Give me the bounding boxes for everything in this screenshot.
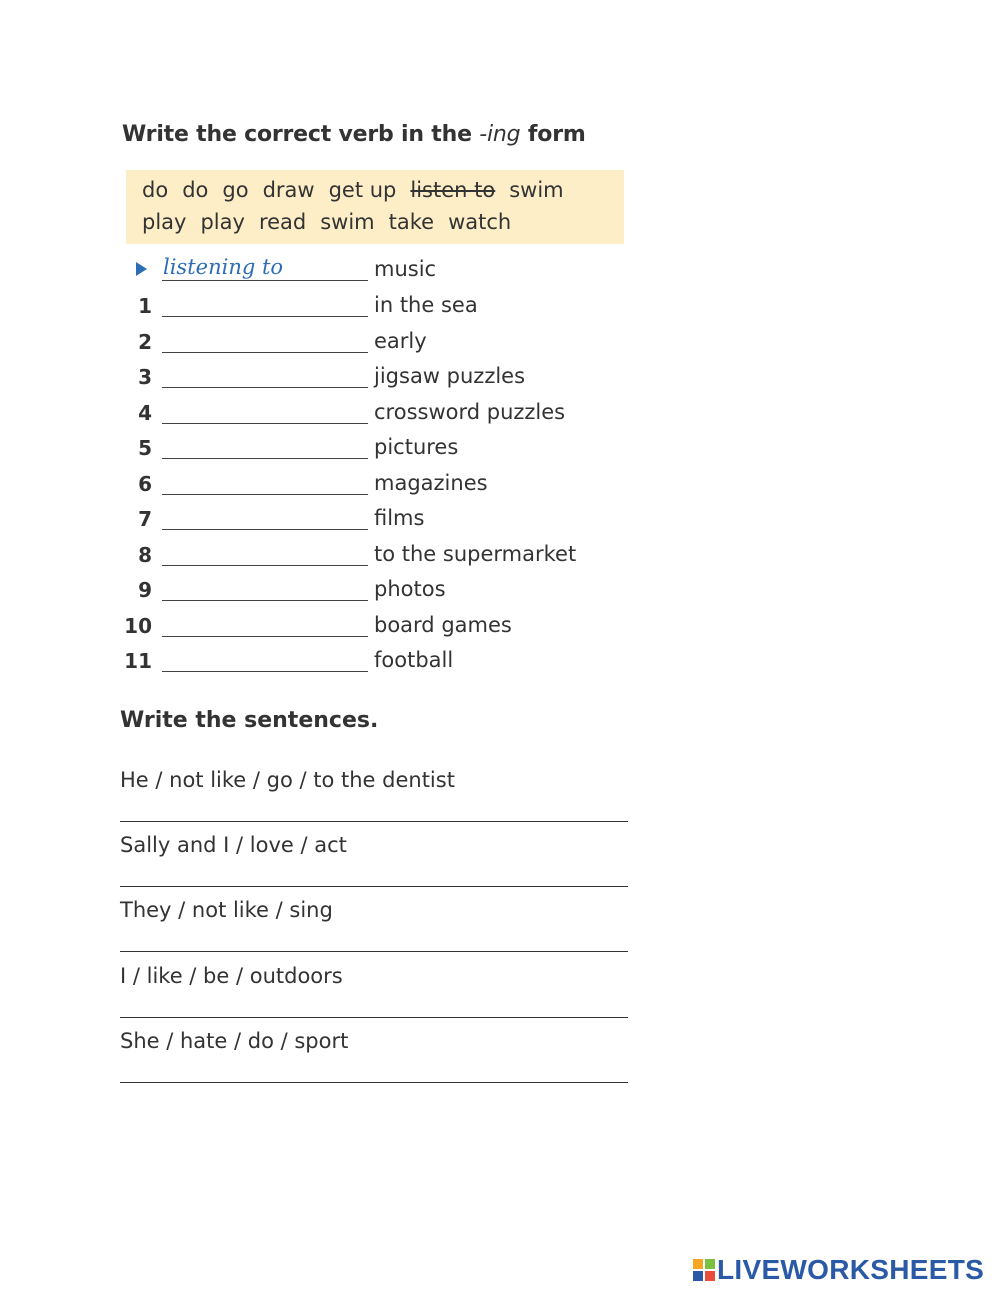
word-bank-word: do [142, 178, 169, 202]
answer-blank[interactable] [162, 316, 368, 317]
item-number: 10 [124, 613, 152, 638]
item-phrase: early [374, 328, 427, 353]
word-bank-word: play [200, 210, 245, 234]
item-phrase: pictures [374, 435, 459, 459]
item-number: 4 [138, 400, 152, 425]
sentence-answer-line[interactable] [120, 821, 628, 822]
item-phrase: football [374, 648, 454, 672]
sentence-answer-line[interactable] [120, 1017, 628, 1018]
item-number: 2 [138, 329, 152, 354]
item-number: 7 [138, 507, 152, 531]
answer-blank[interactable] [162, 494, 368, 495]
answer-blank[interactable] [162, 458, 368, 459]
word-bank-word: listen to [410, 178, 496, 202]
sentence-answer-line[interactable] [120, 886, 628, 887]
answer-blank[interactable] [162, 352, 368, 353]
word-bank [126, 170, 624, 244]
exercise2-heading: Write the sentences. [120, 708, 379, 733]
brand-text: LIVEWORKSHEETS [717, 1254, 985, 1285]
sentence-prompt: Sally and I / love / act [120, 833, 347, 858]
item-phrase: jigsaw puzzles [374, 364, 526, 388]
exercise1-heading [122, 122, 586, 147]
item-phrase: magazines [374, 470, 488, 495]
answer-blank[interactable] [162, 423, 368, 424]
item-phrase: photos [374, 577, 446, 601]
example-answer-line [162, 280, 368, 281]
item-phrase: in the sea [374, 293, 478, 317]
word-bank-word: swim [320, 210, 375, 234]
example-answer: listening to [163, 255, 284, 279]
word-bank-word: do [182, 178, 209, 202]
word-bank-word: read [258, 210, 307, 234]
answer-blank[interactable] [162, 600, 368, 601]
exercise-item-row [0, 328, 1000, 358]
example-row [0, 256, 1000, 286]
sentence-answer-line[interactable] [120, 951, 628, 952]
word-bank-word: play [142, 210, 187, 234]
item-number: 5 [138, 436, 152, 460]
item-phrase: films [374, 506, 425, 530]
answer-blank[interactable] [162, 565, 368, 566]
example-phrase: music [374, 257, 437, 281]
exercise-item-row [0, 505, 1000, 535]
sentence-answer-line[interactable] [120, 1082, 628, 1083]
exercise-item-row [0, 470, 1000, 500]
item-phrase: crossword puzzles [374, 399, 566, 424]
liveworksheets-logo [693, 1254, 984, 1286]
word-bank-row-2 [142, 210, 525, 234]
item-number: 9 [138, 578, 152, 602]
word-bank-word: watch [448, 210, 512, 234]
word-bank-word: take [388, 210, 435, 234]
answer-blank[interactable] [162, 529, 368, 530]
word-bank-word: get up [328, 178, 397, 202]
exercise-item-row [0, 292, 1000, 322]
exercise-item-row [0, 612, 1000, 642]
item-phrase: board games [374, 612, 512, 637]
item-number: 1 [138, 294, 152, 318]
word-bank-word: draw [262, 178, 315, 202]
sentence-prompt: They / not like / sing [120, 898, 333, 923]
answer-blank[interactable] [162, 636, 368, 637]
exercise-item-row [0, 363, 1000, 393]
logo-blocks-icon [693, 1259, 715, 1281]
item-number: 8 [138, 542, 152, 567]
heading-text-post: form [527, 122, 586, 147]
answer-blank[interactable] [162, 671, 368, 672]
play-arrow-icon [136, 262, 147, 276]
item-phrase: to the supermarket [374, 541, 577, 566]
heading-text-ing: -ing [479, 122, 521, 147]
item-number: 3 [138, 365, 152, 389]
heading-text-pre: Write the correct verb in the [122, 122, 472, 147]
exercise-item-row [0, 576, 1000, 606]
answer-blank[interactable] [162, 387, 368, 388]
word-bank-row-1 [142, 178, 578, 202]
word-bank-word: go [222, 178, 249, 202]
exercise-item-row [0, 647, 1000, 677]
word-bank-word: swim [509, 178, 564, 202]
sentence-prompt: She / hate / do / sport [120, 1028, 349, 1053]
item-number: 6 [138, 471, 152, 496]
exercise-item-row [0, 399, 1000, 429]
exercise-item-row [0, 434, 1000, 464]
sentence-prompt: He / not like / go / to the dentist [120, 768, 455, 792]
exercise-item-row [0, 541, 1000, 571]
item-number: 11 [124, 649, 152, 673]
sentence-prompt: I / like / be / outdoors [120, 963, 343, 988]
